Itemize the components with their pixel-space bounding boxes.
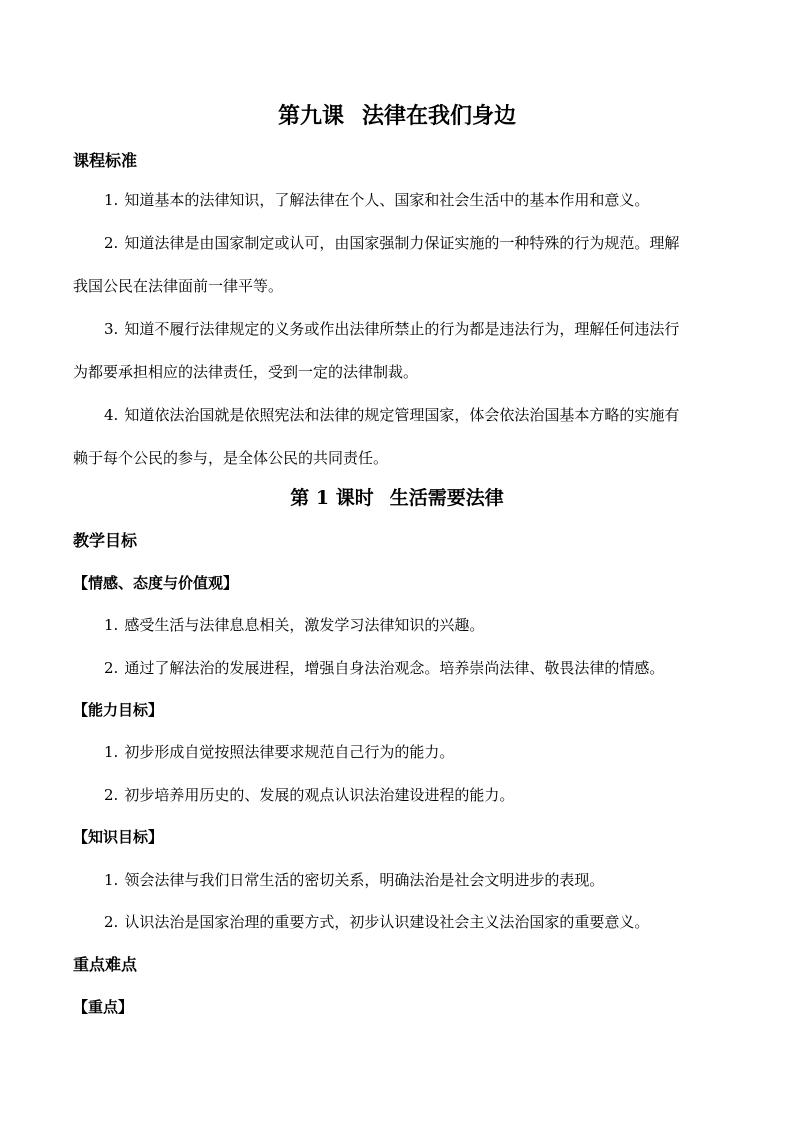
- curriculum-item-1: 1. 知道基本的法律知识，了解法律在个人、国家和社会生活中的基本作用和意义。: [104, 191, 650, 209]
- curriculum-item-4-continued: 赖于每个公民的参与，是全体公民的共同责任。: [73, 449, 389, 467]
- ability-label: 【能力目标】: [73, 701, 164, 719]
- curriculum-item-3-continued: 为都要承担相应的法律责任，受到一定的法律制裁。: [73, 363, 419, 381]
- focus-label: 【重点】: [73, 998, 134, 1016]
- curriculum-item-2-continued: 我国公民在法律面前一律平等。: [73, 277, 284, 295]
- lesson-title: [0, 102, 794, 130]
- curriculum-heading: 课程标准: [73, 151, 138, 170]
- key-points-heading: 重点难点: [73, 955, 138, 974]
- knowledge-item-2: 2. 认识法治是国家治理的重要方式，初步认识建设社会主义法治国家的重要意义。: [104, 913, 650, 931]
- period-title: [0, 486, 794, 510]
- lesson-title-number: 第九课: [277, 103, 344, 129]
- emotion-label: 【情感、态度与价值观】: [73, 574, 239, 592]
- curriculum-item-2: 2. 知道法律是由国家制定或认可，由国家强制力保证实施的一种特殊的行为规范。理解: [104, 234, 680, 252]
- ability-item-1: 1. 初步形成自觉按照法律要求规范自己行为的能力。: [104, 743, 455, 761]
- curriculum-item-4: 4. 知道依法治国就是依照宪法和法律的规定管理国家，体会依法治国基本方略的实施有: [104, 406, 680, 424]
- ability-item-2: 2. 初步培养用历史的、发展的观点认识法治建设进程的能力。: [104, 786, 515, 804]
- period-title-number: 第 1 课时: [290, 487, 374, 509]
- emotion-item-2: 2. 通过了解法治的发展进程，增强自身法治观念。培养崇尚法律、敬畏法律的情感。: [104, 659, 665, 677]
- knowledge-label: 【知识目标】: [73, 828, 164, 846]
- knowledge-item-1: 1. 领会法律与我们日常生活的密切关系，明确法治是社会文明进步的表现。: [104, 871, 605, 889]
- curriculum-item-3: 3. 知道不履行法律规定的义务或作出法律所禁止的行为都是违法行为，理解任何违法行: [104, 320, 680, 338]
- objectives-heading: 教学目标: [73, 531, 138, 550]
- period-title-name: 生活需要法律: [389, 487, 504, 509]
- emotion-item-1: 1. 感受生活与法律息息相关，激发学习法律知识的兴趣。: [104, 616, 485, 634]
- lesson-title-name: 法律在我们身边: [362, 103, 517, 129]
